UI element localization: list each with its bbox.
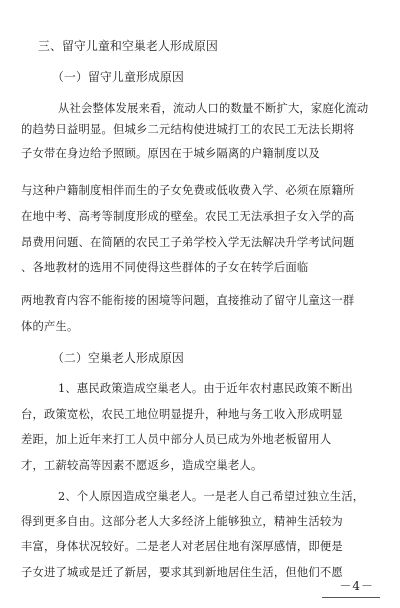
paragraph-line: 差距，加上近年来打工人员中部分人员已成为外地老板留用人: [21, 433, 332, 446]
paragraph-line: 两地教育内容不能衔接的困境等问题，直接推动了留守儿童这一群: [21, 294, 355, 307]
subsection-heading-elderly: （二）空巢老人形成原因: [52, 351, 184, 365]
paragraph-line: 子女带在身边给予照顾。原因在于城乡隔离的户籍制度以及: [21, 147, 320, 160]
paragraph-line: 2、个人原因造成空巢老人。一是老人自己希望过独立生活，: [58, 490, 365, 503]
paragraph-line: 在地中考、高考等制度形成的壁垒。农民工无法承担子女入学的高: [21, 210, 355, 223]
subsection-heading-children: （一）留守儿童形成原因: [52, 70, 184, 84]
paragraph-line: 体的产生。: [21, 320, 79, 333]
footer-rule: [322, 597, 380, 598]
paragraph-line: 1、惠民政策造成空巢老人。由于近年农村惠民政策不断出: [58, 382, 353, 395]
paragraph-line: 、各地教材的选用不同使得这些群体的子女在转学后面临: [21, 261, 309, 274]
paragraph-line: 从社会整体发展来看，流动人口的数量不断扩大，家庭化流动: [58, 102, 369, 115]
paragraph-line: 子女进了城或是迁了新居，要求其到新地居住生活，但他们不愿: [21, 566, 343, 579]
paragraph-line: 丰富，身体状况较好。二是老人对老居住地有深厚感情，即便是: [21, 540, 343, 553]
paragraph-line: 昂费用问题、在简陋的农民工子弟学校入学无法解决升学考试问题: [21, 236, 355, 249]
paragraph-line: 台，政策宽松，农民工地位明显提升，种地与务工收入形成明显: [21, 408, 343, 421]
paragraph-line: 得到更多自由。这部分老人大多经济上能够独立，精神生活较为: [21, 515, 343, 528]
page-number: －4－: [339, 579, 374, 593]
paragraph-line: 的趋势日益明显。但城乡二元结构使进城打工的农民工无法长期将: [21, 123, 355, 136]
paragraph-line: 才，工薪较高等因素不愿返乡，造成空巢老人。: [21, 459, 263, 472]
section-heading: 三、留守儿童和空巢老人形成原因: [38, 39, 218, 53]
paragraph-line: 与这种户籍制度相伴而生的子女免费或低收费入学、必须在原籍所: [21, 184, 355, 197]
